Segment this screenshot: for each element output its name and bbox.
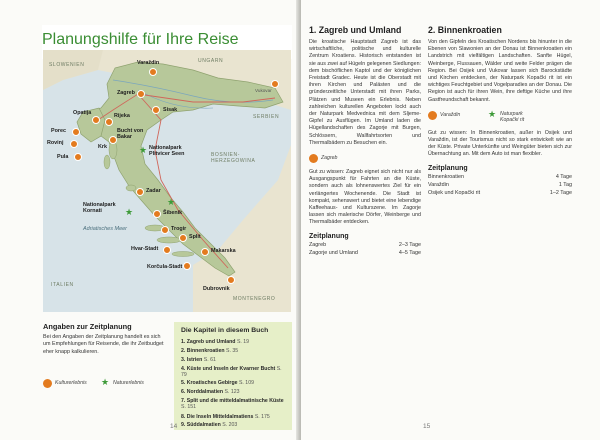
map-pin-trogir	[161, 226, 169, 234]
chapter-1-zeitplanung-table	[309, 242, 421, 258]
map-label-zadar: Zadar	[146, 188, 161, 194]
map-label-hvar: Hvar-Stadt	[131, 246, 159, 252]
kultur-icon	[428, 111, 437, 120]
map-pin-dubrovnik	[227, 276, 235, 284]
map-label-trogir: Trogir	[171, 226, 187, 232]
kornati-star-icon: ★	[125, 207, 134, 217]
croatia-map	[43, 50, 291, 312]
map-label-zagreb: Zagreb	[117, 90, 135, 96]
map-pin-sibenik	[153, 210, 161, 218]
natur-icon: ★	[101, 377, 110, 387]
zeitplanung-text: Bei den Angaben der Zeitplanung handelt es sich um Empfehlungen für Reisende, die ihr Zeitbudget eher knapp kalkulieren.	[43, 334, 164, 355]
map-pin-sisak	[152, 106, 160, 114]
table-row: Zagorje und Umland 4–5 Tage	[309, 249, 421, 256]
map-label-vukovar: Vukovar	[255, 88, 272, 93]
chapter-2-kultur-label: Varaždin	[440, 111, 461, 118]
zeitplanung-heading: Angaben zur Zeitplanung	[43, 322, 132, 331]
map-pin-porec	[72, 128, 80, 136]
map-pin-hvar	[163, 246, 171, 254]
map-label-rijeka: Rijeka	[114, 113, 130, 119]
legend-natur-label: Naturerlebnis	[113, 380, 144, 386]
kapitel-item: 5. Kroatisches Gebirge S. 109	[181, 380, 254, 386]
chapter-2-zeitplanung-heading: Zeitplanung	[428, 164, 468, 172]
kapitel-item: 1. Zagreb und Umland S. 19	[181, 339, 250, 345]
plitvice-star-icon: ★	[139, 145, 148, 155]
chapter-2-zeitplanung-table	[428, 174, 572, 198]
page-title-part2: Reise	[197, 31, 239, 48]
map-label-dubrovnik: Dubrovnik	[203, 286, 230, 292]
map-pin-vukovar	[271, 80, 279, 88]
chapter-2-column	[428, 25, 572, 198]
map-label-serbien: SERBIEN	[253, 114, 280, 120]
page-number-right: 15	[423, 423, 431, 430]
kapitel-heading: Die Kapitel in diesem Buch	[181, 327, 269, 334]
kapitel-item: 3. Istrien S. 61	[181, 357, 216, 363]
map-graphic	[43, 50, 291, 312]
map-pin-krk	[109, 136, 117, 144]
chapter-1-icon-row	[309, 153, 421, 165]
chapter-1-text: Die kroatische Hauptstadt Zagreb ist das wirtschaftliche, politische und kulturelle Zentrum Kroatiens. Historisch entstanden ist sie aus zwei auf Hügeln gelegenen Siedlungen: dem bischöflichen Kaptol und der königlichen Freistadt Gradec. Heute ist die Oberstadt mit ihren Kirchen und Palästen und die gründerzeitliche Unterstadt mit ihren Parks, Plätzen und Museen ein Erlebnis. Neben zahlreichen kulturellen Angeboten lockt auch der Naturpark Medvednica mit dem Sljeme-Gipfel zu Ausflügen. Im Umland laden die Hügellandschaften des Zagorje mit Burgen, Schlössern, Wallfahrtsorten und Thermalbädern zu Besuchen ein.	[309, 39, 421, 146]
zeitplanung-note	[43, 322, 165, 356]
map-label-krk: Krk	[98, 144, 107, 150]
chapter-1-kultur-label: Zagreb	[321, 155, 338, 162]
table-row: Binnenkroatien 4 Tage	[428, 173, 572, 180]
kultur-icon	[43, 379, 52, 388]
chapter-2-natur-label: Naturpark Kopački rit	[500, 110, 525, 123]
table-row: Varaždin 1 Tag	[428, 181, 572, 188]
map-label-slowenien: SLOWENIEN	[49, 62, 85, 68]
map-label-np-kornati: Nationalpark Kornati	[83, 202, 116, 214]
table-row: Zagreb 2–3 Tage	[309, 241, 421, 248]
map-label-bosnien: BOSNIEN-HERZEGOWINA	[211, 152, 256, 164]
map-pin-varazdin	[149, 68, 157, 76]
map-label-plitvice: Nationalpark Plitvicer Seen	[149, 145, 185, 157]
chapter-1-zeitplanung-heading: Zeitplanung	[309, 232, 349, 240]
kapitel-item: 6. Norddalmatien S. 123	[181, 389, 240, 395]
kapitel-item: 7. Split und die mitteldalmatinische Küste S. 151	[181, 398, 284, 411]
map-pin-rijeka	[105, 118, 113, 126]
page-title	[42, 31, 239, 49]
chapter-2-text: Von den Gipfeln des Kroatischen Nordens bis hinunter in die Ebenen von Slawonien an der Donau ist Binnenkroatien ein Landstrich mit vielfältigen Landschaften. Sanfte Hügel, Weinberge, Flussauen, Wälder und weite Felder prägen die Region. Bei Osijek und Vukovar lassen sich Barockstädte und Kirchen entdecken, der Naturpark Kopački rit ist ein wichtiges Feuchtgebiet und Vogelparadies an der Donau. Die Region ist auch für ihren Wein, ihre deftige Küche und ihre Gastfreundschaft bekannt.	[428, 39, 572, 103]
map-label-sisak: Sisak	[163, 107, 178, 113]
map-pin-pula	[74, 153, 82, 161]
map-label-pula: Pula	[57, 154, 69, 160]
chapter-1-heading: 1. Zagreb und Umland	[309, 25, 402, 35]
map-label-porec: Porec	[51, 128, 66, 134]
map-label-korcula: Korčula-Stadt	[147, 264, 183, 270]
map-label-sibenik: Šibenik	[163, 210, 183, 216]
natur-icon: ★	[488, 108, 497, 119]
map-pin-zagreb	[137, 90, 145, 98]
map-pin-opatija	[92, 116, 100, 124]
map-label-montenegro: MONTENEGRO	[233, 296, 276, 302]
krka-star-icon: ★	[167, 197, 176, 207]
legend-kultur-label: Kulturerlebnis	[55, 380, 87, 386]
chapter-1-column	[309, 25, 421, 258]
map-pin-split	[179, 234, 187, 242]
page-number-left: 14	[170, 423, 178, 430]
kapitel-item: 2. Binnenkroatien S. 35	[181, 348, 239, 354]
chapter-2-icon-row	[428, 110, 572, 126]
kapitel-box	[174, 322, 292, 430]
kapitel-item: 4. Küste und Inseln der Kvarner Bucht S. 79	[181, 366, 282, 378]
kapitel-item: 8. Die Inseln Mitteldalmatiens S. 175	[181, 414, 270, 420]
map-pin-zadar	[136, 188, 144, 196]
page-title-part1: Planungshilfe für Ihre	[42, 31, 198, 48]
map-pin-korcula	[183, 262, 191, 270]
map-label-varazdin: Varaždin	[137, 60, 160, 66]
right-page	[301, 0, 600, 440]
map-label-rovinj: Rovinj	[47, 140, 64, 146]
kultur-icon	[309, 154, 318, 163]
map-label-makarska: Makarska	[211, 248, 236, 254]
chapter-2-gut-zu-wissen: Gut zu wissen: In Binnenkroatien, außer in Osijek und Varaždin, ist der Tourismus nicht so stark entwickelt wie an der Küste. Private Unterkünfte und Weingüter bieten sich zur Übernachtung an. Mit dem Auto ist man flexibler.	[428, 129, 572, 158]
map-pin-rovinj	[70, 140, 78, 148]
chapter-1-gut-zu-wissen: Gut zu wissen: Zagreb eignet sich nicht nur als Ausgangspunkt für Fahrten an die Küste, sondern auch als lohnenswertes Ziel für ein verlängertes Wochenende. Die Stadt ist kompakt, sehenswert und bietet eine lebendige Kaffeehaus- und Kulturszene. Im Zagorje lassen sich malerische Dörfer, Weinberge und Thermalbäder entdecken.	[309, 169, 421, 226]
table-row: Osijek und Kopački rit 1–2 Tage	[428, 189, 572, 196]
map-pin-makarska	[201, 248, 209, 256]
kapitel-item: 9. Süddalmatien S. 203	[181, 422, 238, 428]
chapter-2-heading: 2. Binnenkroatien	[428, 25, 502, 35]
map-label-sea: Adriatisches Meer	[83, 226, 128, 232]
map-label-italien: ITALIEN	[51, 282, 74, 288]
map-label-split: Split	[189, 234, 201, 240]
map-label-ungarn: UNGARN	[198, 58, 224, 64]
map-label-bakar: Bucht von Bakar	[117, 128, 144, 140]
map-label-opatija: Opatija	[73, 110, 92, 116]
left-page	[0, 0, 299, 440]
